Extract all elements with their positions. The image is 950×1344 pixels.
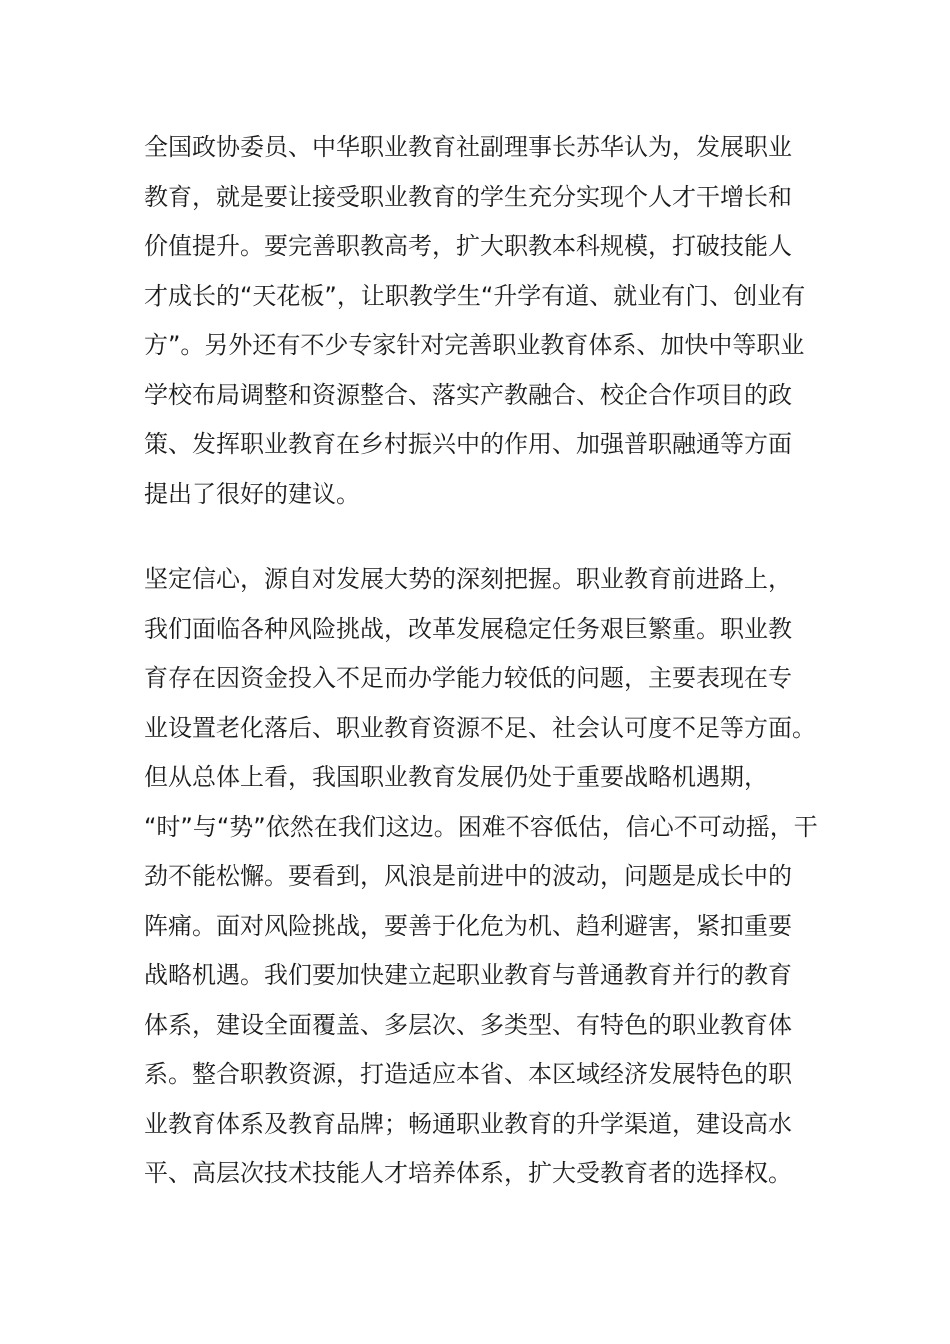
document-body bbox=[144, 123, 818, 1199]
paragraph-1 bbox=[144, 123, 810, 519]
paragraph-spacer bbox=[144, 519, 810, 555]
text-line: 业设置老化落后、职业教育资源不足、社会认可度不足等方面。 bbox=[144, 713, 816, 742]
text-line: 业教育体系及教育品牌；畅通职业教育的升学渠道，建设高水 bbox=[144, 1109, 792, 1138]
text-line: 方”。另外还有不少专家针对完善职业教育体系、加快中等职业 bbox=[144, 331, 805, 359]
text-line: 体系，建设全面覆盖、多层次、多类型、有特色的职业教育体 bbox=[144, 1010, 792, 1039]
text-line: 育存在因资金投入不足而办学能力较低的问题，主要表现在专 bbox=[144, 664, 792, 692]
text-line: 平、高层次技术技能人才培养体系，扩大受教育者的选择权。 bbox=[144, 1159, 792, 1187]
text-line: 我们面临各种风险挑战，改革发展稳定任务艰巨繁重。职业教 bbox=[144, 614, 792, 643]
text-line: 坚定信心，源自对发展大势的深刻把握。职业教育前进路上， bbox=[144, 565, 792, 593]
text-line: 但从总体上看，我国职业教育发展仍处于重要战略机遇期， bbox=[144, 763, 768, 791]
text-line: 才成长的“天花板”，让职教学生“升学有道、就业有门、创业有 bbox=[144, 281, 806, 310]
text-line: 系。整合职教资源，打造适应本省、本区域经济发展特色的职 bbox=[144, 1060, 792, 1088]
text-line: 提出了很好的建议。 bbox=[144, 479, 360, 508]
text-line: 学校布局调整和资源整合、落实产教融合、校企合作项目的政 bbox=[144, 380, 792, 409]
text-line: 战略机遇。我们要加快建立起职业教育与普通教育并行的教育 bbox=[144, 961, 792, 989]
text-line: 教育，就是要让接受职业教育的学生充分实现个人才干增长和 bbox=[144, 182, 792, 211]
text-line: 价值提升。要完善职教高考，扩大职教本科规模，打破技能人 bbox=[144, 232, 792, 260]
text-line: 策、发挥职业教育在乡村振兴中的作用、加强普职融通等方面 bbox=[144, 430, 792, 458]
text-line: 全国政协委员、中华职业教育社副理事长苏华认为，发展职业 bbox=[144, 133, 792, 161]
paragraph-2 bbox=[144, 555, 818, 1199]
text-line: “时”与“势”依然在我们这边。困难不容低估，信心不可动摇，干 bbox=[144, 812, 818, 841]
text-line: 阵痛。面对风险挑战，要善于化危为机、趋利避害，紧扣重要 bbox=[144, 911, 792, 940]
text-line: 劲不能松懈。要看到，风浪是前进中的波动，问题是成长中的 bbox=[144, 862, 792, 890]
